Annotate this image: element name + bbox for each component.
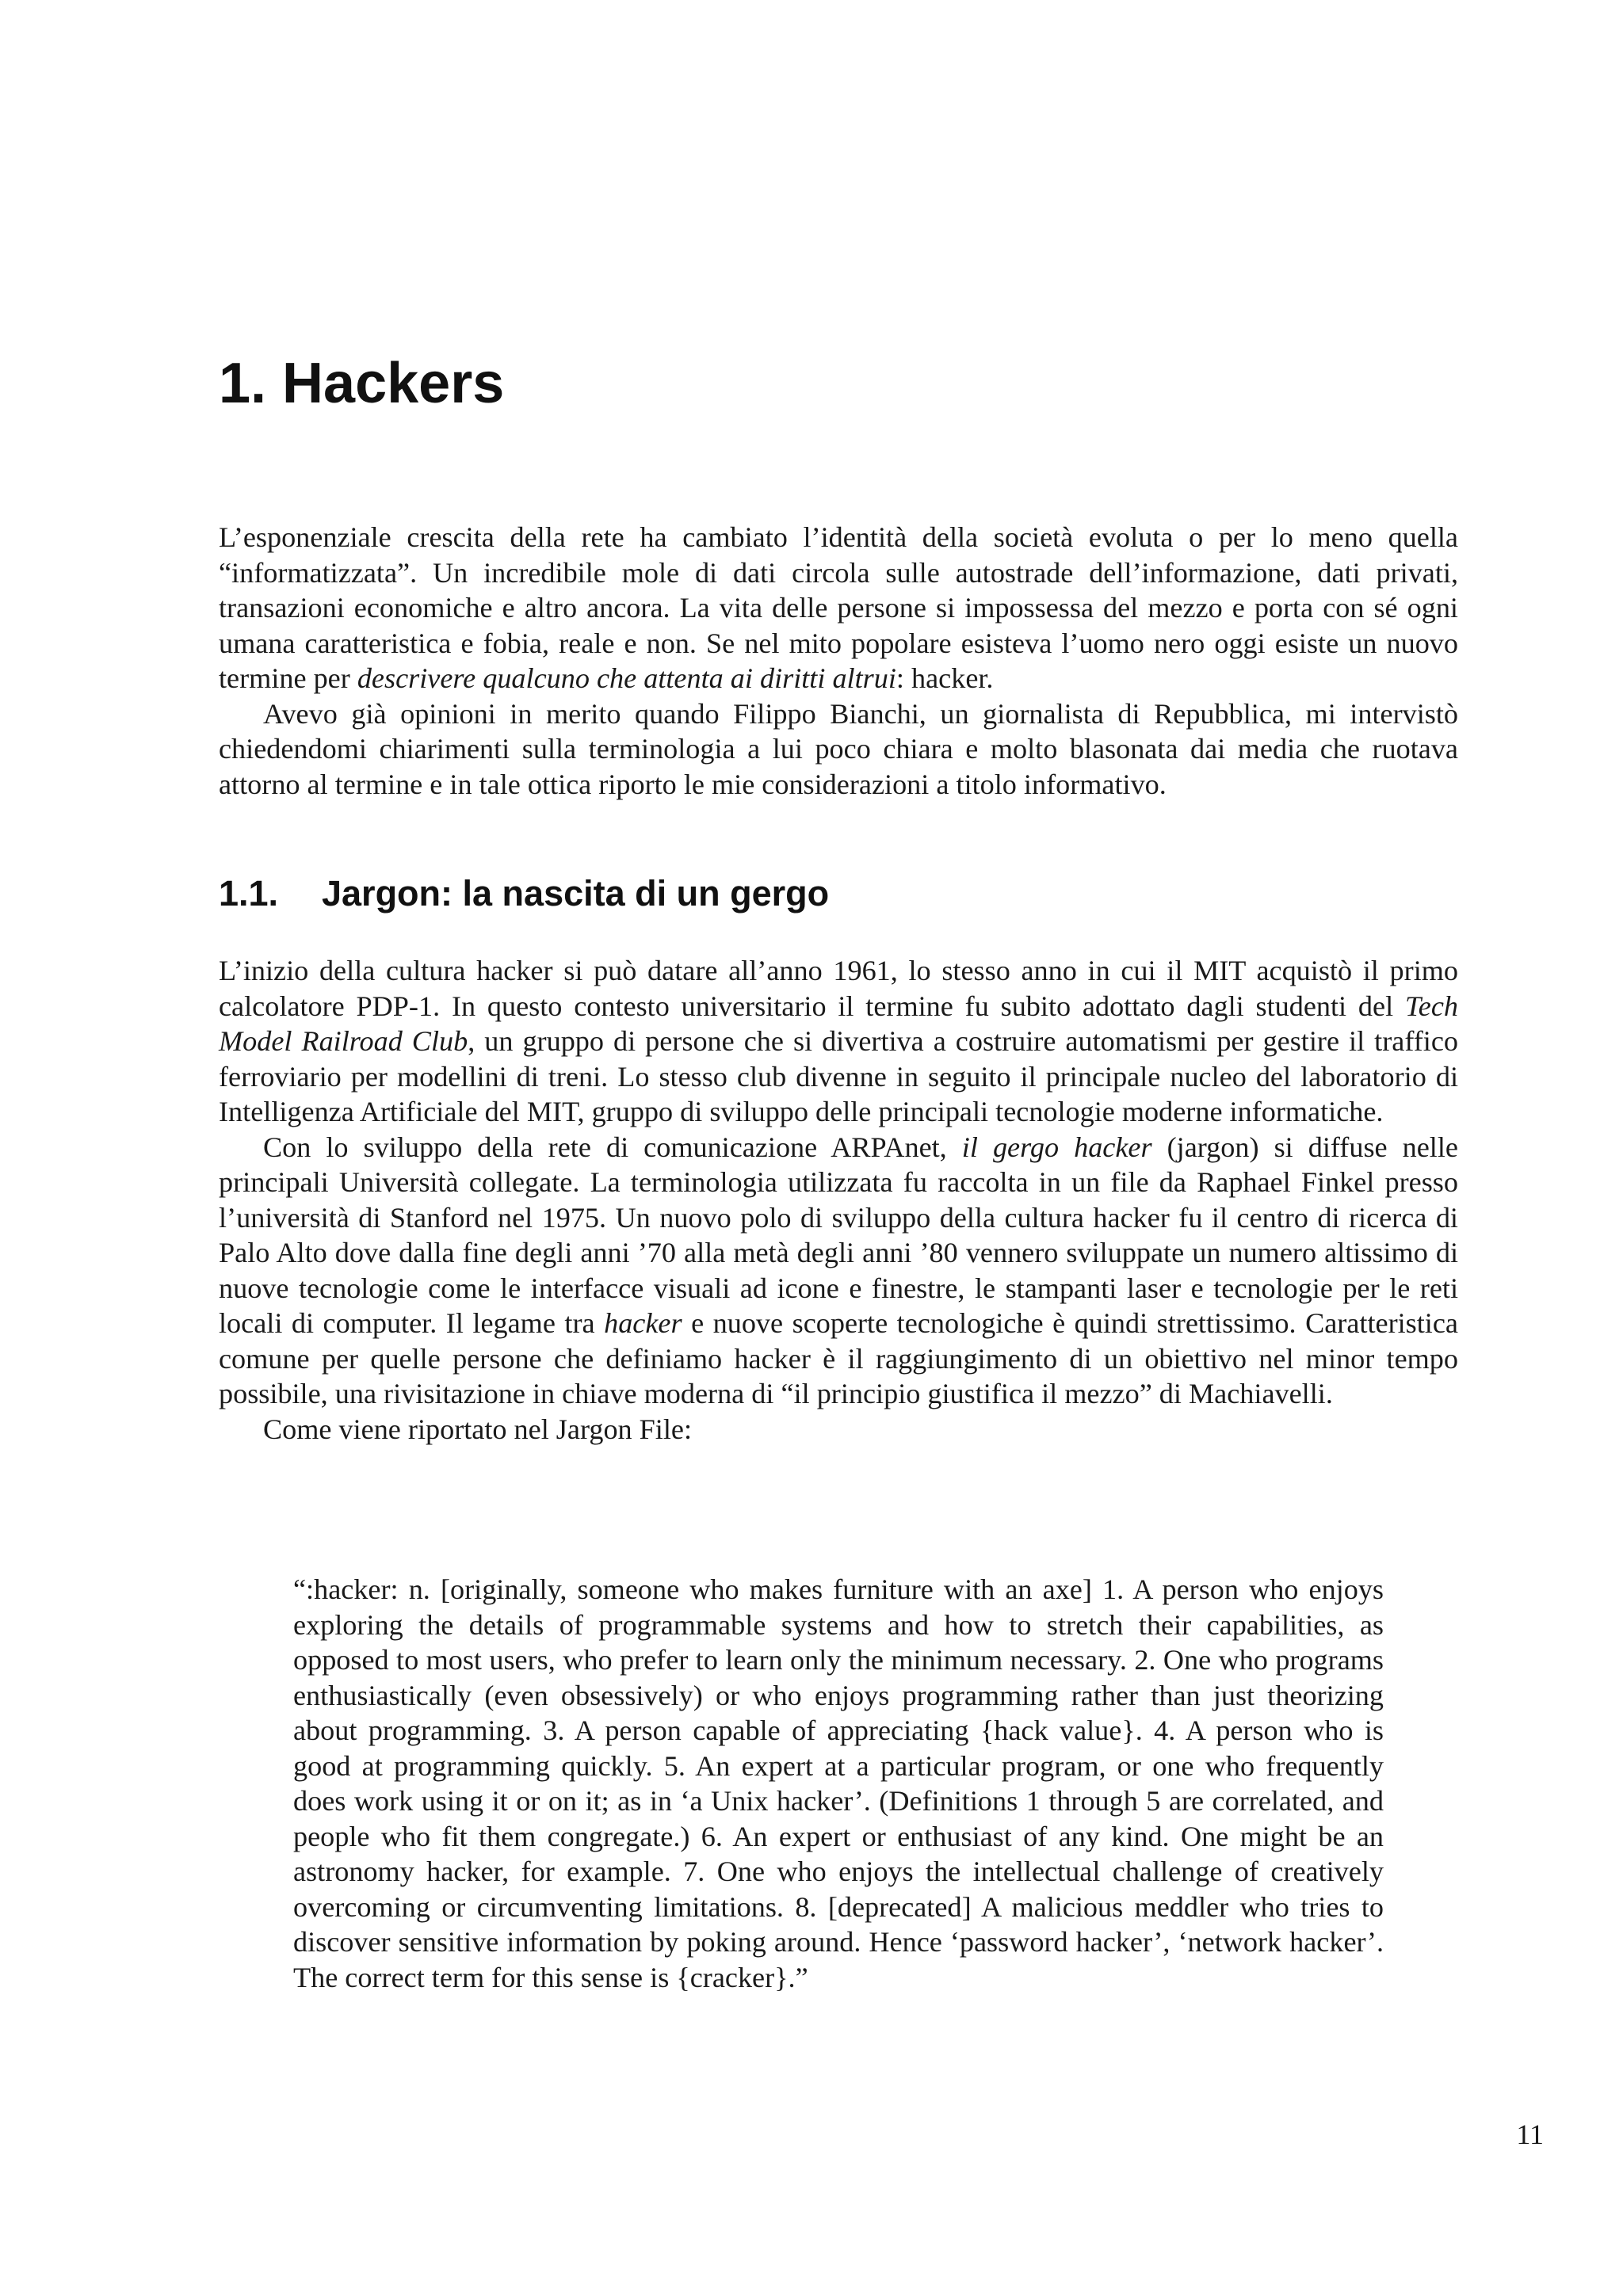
section-p1-text-end: , un gruppo di persone che si divertiva a costruire automatismi per gestire il traffico ferroviario per modellini di treni. Lo stesso club divenne in seguito il principale nucleo del laboratorio di Intelligenza Artificiale del MIT, gruppo di sviluppo delle principali tecnologie moderne informatiche. [219, 1025, 1458, 1127]
chapter-title: 1. Hackers [219, 352, 505, 415]
section-p2-emphasis-1: il gergo hacker [961, 1131, 1152, 1163]
section-paragraph-1 [219, 953, 1458, 1130]
section-p2-emphasis-2: hacker [604, 1307, 682, 1339]
intro-paragraph-2: Avevo già opinioni in merito quando Filippo Bianchi, un giornalista di Repubblica, mi intervistò chiedendomi chiarimenti sulla terminologia a lui poco chiara e molto blasonata dai media che ruotava attorno al termine e in tale ottica riporto le mie considerazioni a titolo informativo. [219, 697, 1458, 800]
jargon-quote: “:hacker: n. [originally, someone who makes furniture with an axe] 1. A person who enjoys exploring the details of programmable systems and how to stretch their capabilities, as opposed to most users, who prefer to learn only the minimum necessary. 2. One who programs enthusiastically (even obsessively) or who enjoys programming rather than just theorizing about programming. 3. A person capable of appreciating {hack value}. 4. A person who is good at programming quickly. 5. An expert at a particular program, or one who frequently does work using it or on it; as in ‘a Unix hacker’. (Definitions 1 through 5 are correlated, and people who fit them congregate.) 6. An expert or enthusiast of any kind. One might be an astronomy hacker, for example. 7. One who enjoys the intellectual challenge of creatively overcoming or circumventing limitations. 8. [deprecated] A malicious meddler who tries to discover sensitive information by poking around. Hence ‘password hacker’, ‘network hacker’. The correct term for this sense is {cracker}.” [293, 1573, 1384, 1993]
section-p2-text-3: e nuove scoperte tecnologiche è quindi strettissimo. Caratteristica comune per quelle persone che definiamo hacker è il raggiungimento di un obiettivo nel minor tempo possibile, una rivisitazione in chiave moderna di “il principio giustifica il mezzo” di Machiavelli. [219, 1307, 1458, 1409]
section-body [219, 953, 1458, 1447]
intro-p1-text-end: : hacker. [896, 662, 994, 694]
section-p1-text: L’inizio della cultura hacker si può datare all’anno 1961, lo stesso anno in cui il MIT acquistò il primo calcolatore PDP-1. In questo contesto universitario il termine fu subito adottato dagli studenti del [219, 955, 1458, 1022]
section-heading [219, 870, 829, 917]
section-paragraph-3: Come viene riportato nel Jargon File: [263, 1413, 693, 1445]
section-paragraph-2 [219, 1130, 1458, 1412]
section-p2-text-1: Con lo sviluppo della rete di comunicazione ARPAnet, [263, 1131, 962, 1163]
chapter-intro [219, 520, 1458, 802]
page-number: 11 [1516, 2119, 1544, 2150]
section-number: 1.1. [219, 873, 279, 913]
section-title: Jargon: la nascita di un gergo [322, 873, 830, 913]
intro-paragraph-1 [219, 520, 1458, 696]
section-p1-emphasis: Tech Model Railroad Club [219, 990, 1458, 1057]
intro-p1-emphasis: descrivere qualcuno che attenta ai diritti altrui [357, 662, 896, 694]
intro-p1-text: L’esponenziale crescita della rete ha cambiato l’identità della società evoluta o per lo meno quella “informatizzata”. Un incredibile mole di dati circola sulle autostrade dell’informazione, dati privati, transazioni economiche e altro ancora. La vita delle persone si impossessa del mezzo e porta con sé ogni umana caratteristica e fobia, reale e non. Se nel mito popolare esisteva l’uomo nero oggi esiste un nuovo termine per [219, 521, 1458, 694]
section-p2-text-2: (jargon) si diffuse nelle principali Università collegate. La terminologia utilizzata fu raccolta in un file da Raphael Finkel presso l’università di Stanford nel 1975. Un nuovo polo di sviluppo della cultura hacker fu il centro di ricerca di Palo Alto dove dalla fine degli anni ’70 alla metà degli anni ’80 vennero sviluppate un numero altissimo di nuove tecnologie come le interfacce visuali ad icone e finestre, le stampanti laser e tecnologie per le reti locali di computer. Il legame tra [219, 1131, 1458, 1339]
